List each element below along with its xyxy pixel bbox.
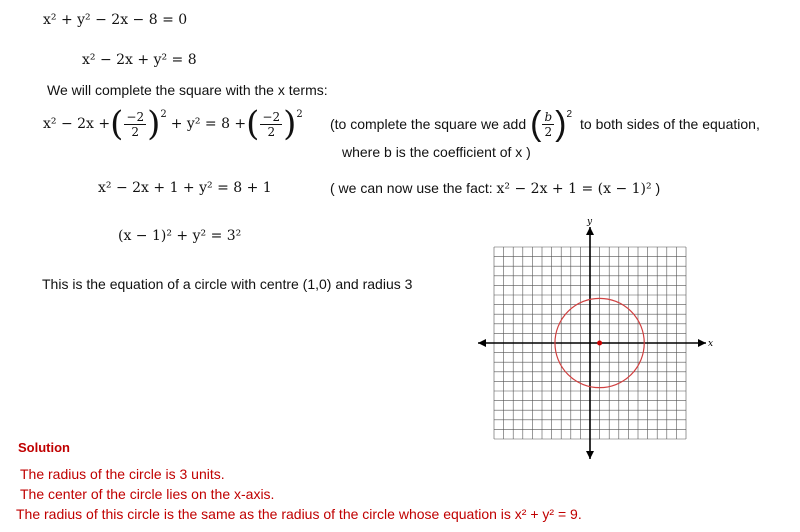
eq3-mid: + y² = 8 + — [170, 116, 247, 132]
axis-arrowhead — [478, 339, 486, 347]
left-paren: ( — [110, 104, 124, 144]
note2-post: ) — [655, 180, 661, 196]
x-axis-label: x — [708, 339, 714, 349]
equation-rearranged: x² − 2x + y² = 8 — [82, 52, 197, 68]
fraction-neg2-over-2 — [260, 110, 282, 139]
fraction-neg2-over-2 — [124, 110, 146, 139]
eq3-left: x² − 2x + — [43, 116, 111, 132]
solution-line-comparison: The radius of this circle is the same as the radius of the circle whose equation is x² + y² = 9. — [16, 506, 582, 522]
fraction-numerator: −2 — [262, 109, 281, 124]
fraction-numerator: −2 — [126, 109, 145, 124]
axis-arrowhead — [698, 339, 706, 347]
fraction-b-over-2 — [542, 110, 554, 139]
fraction-denominator: 2 — [267, 124, 276, 139]
note-perfect-square — [330, 180, 660, 197]
equation-circle-form: (x − 1)² + y² = 3² — [118, 228, 242, 244]
coordinate-graph — [470, 215, 720, 465]
note2-math: x² − 2x + 1 = (x − 1)² — [496, 181, 652, 197]
right-paren: ) — [555, 105, 567, 143]
conclusion-text: This is the equation of a circle with centre (1,0) and radius 3 — [42, 276, 413, 292]
right-paren: ) — [147, 104, 161, 144]
axis-arrowhead — [586, 451, 594, 459]
equation-original: x² + y² − 2x − 8 = 0 — [43, 12, 188, 28]
fraction-denominator: 2 — [131, 124, 140, 139]
fraction-numerator: b — [544, 109, 553, 124]
note-coefficient: where b is the coefficient of x ) — [342, 144, 531, 160]
center-point — [597, 341, 602, 346]
equation-complete-square: x² − 2x + ( $\frac{-2}{2}$ ) 2 + y² = 8 + ( $\frac{-2}{2}$ ) 2 — [43, 104, 303, 144]
right-paren: ) — [283, 104, 297, 144]
note1-pre: (to complete the square we add — [330, 116, 527, 132]
note-complete-square: (to complete the square we add ( $\frac{b}{2}$ ) 2 to both sides of the equation, — [330, 105, 760, 143]
equation-add-one: x² − 2x + 1 + y² = 8 + 1 — [98, 180, 272, 196]
solution-line-center: The center of the circle lies on the x-axis. — [20, 486, 275, 502]
left-paren: ( — [530, 105, 542, 143]
left-paren: ( — [246, 104, 260, 144]
axis-arrowhead — [586, 227, 594, 235]
solution-line-radius: The radius of the circle is 3 units. — [20, 466, 225, 482]
note2-pre: ( we can now use the fact: — [330, 180, 493, 196]
axes — [478, 227, 706, 459]
fraction-denominator: 2 — [544, 124, 553, 139]
solution-title: Solution — [18, 440, 70, 455]
note1-post: to both sides of the equation, — [580, 116, 760, 132]
y-axis-label: y — [587, 217, 593, 227]
complete-square-intro: We will complete the square with the x terms: — [47, 82, 328, 98]
